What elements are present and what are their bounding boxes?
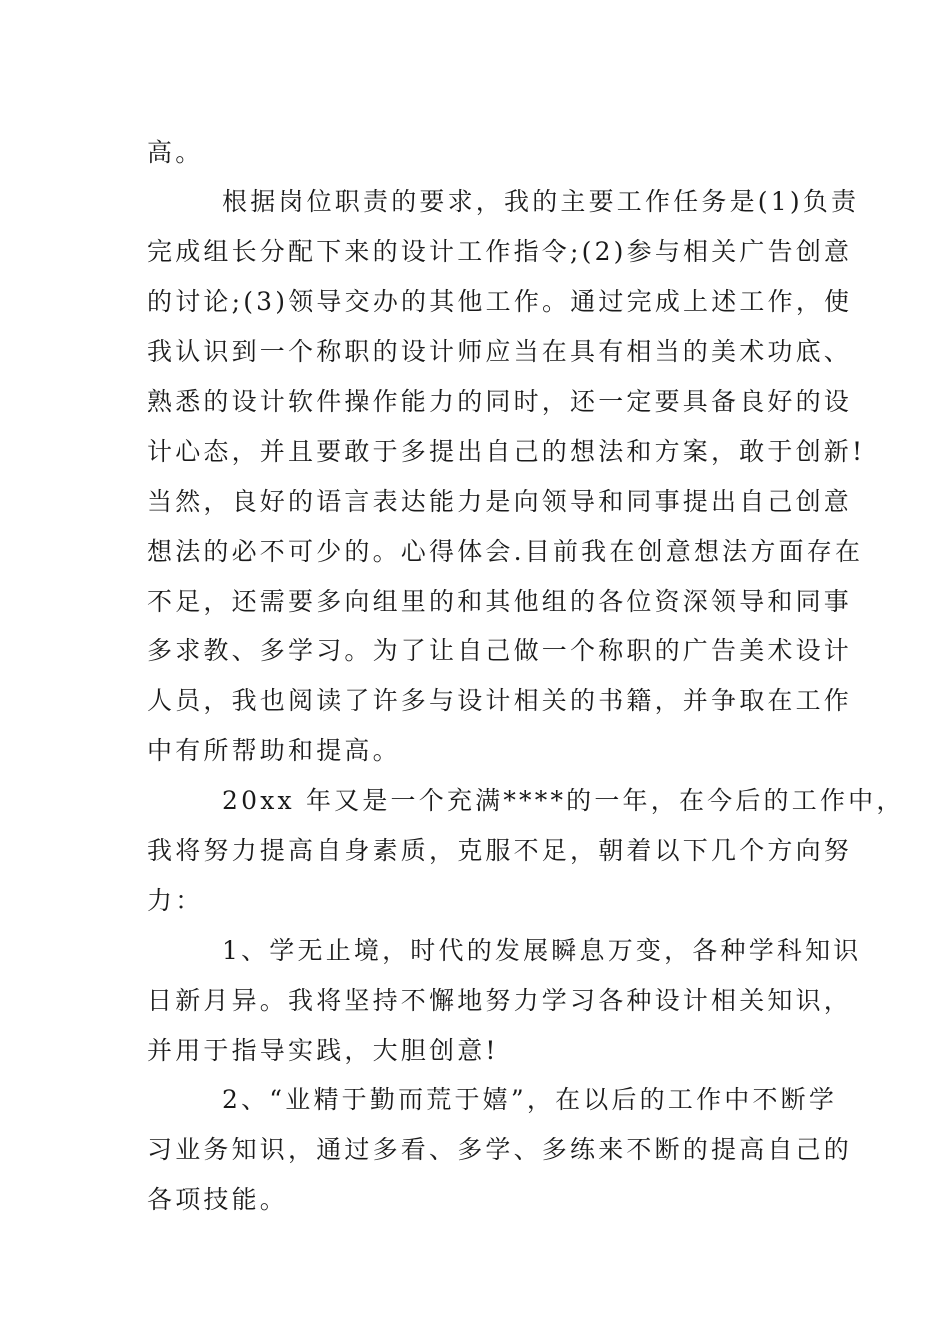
text-line: 习业务知识，通过多看、多学、多练来不断的提高自己的 (147, 1135, 853, 1164)
text-line: 完成组长分配下来的设计工作指令;(2)参与相关广告创意 (147, 237, 853, 266)
text-line: 想法的必不可少的。心得体会.目前我在创意想法方面存在 (147, 537, 864, 566)
text-line: 不足，还需要多向组里的和其他组的各位资深领导和同事 (147, 587, 853, 616)
text-line: 我将努力提高自身素质，克服不足，朝着以下几个方向努 (147, 836, 853, 865)
text-line: 熟悉的设计软件操作能力的同时，还一定要具备良好的设 (147, 387, 853, 416)
text-line: 高。 (147, 138, 204, 167)
text-line: 并用于指导实践，大胆创意! (147, 1036, 499, 1065)
text-line: 力： (147, 886, 204, 915)
paragraph-start-line: 根据岗位职责的要求，我的主要工作任务是(1)负责 (222, 187, 860, 216)
text-line: 人员，我也阅读了许多与设计相关的书籍，并争取在工作 (147, 686, 853, 715)
text-line: 计心态，并且要敢于多提出自己的想法和方案，敢于创新! (147, 437, 866, 466)
text-line: 中有所帮助和提高。 (147, 736, 401, 765)
text-line: 的讨论;(3)领导交办的其他工作。通过完成上述工作，使 (147, 287, 853, 316)
paragraph-start-line: 2、“业精于勤而荒于嬉”，在以后的工作中不断学 (222, 1085, 838, 1114)
paragraph-start-line: 20xx 年又是一个充满****的一年，在今后的工作中， (222, 786, 905, 815)
text-line: 多求教、多学习。为了让自己做一个称职的广告美术设计 (147, 636, 853, 665)
text-line: 当然，良好的语言表达能力是向领导和同事提出自己创意 (147, 487, 853, 516)
text-line: 我认识到一个称职的设计师应当在具有相当的美术功底、 (147, 337, 853, 366)
text-line: 日新月异。我将坚持不懈地努力学习各种设计相关知识， (147, 986, 853, 1015)
paragraph-start-line: 1、学无止境，时代的发展瞬息万变，各种学科知识 (222, 936, 862, 965)
text-line: 各项技能。 (147, 1185, 289, 1214)
